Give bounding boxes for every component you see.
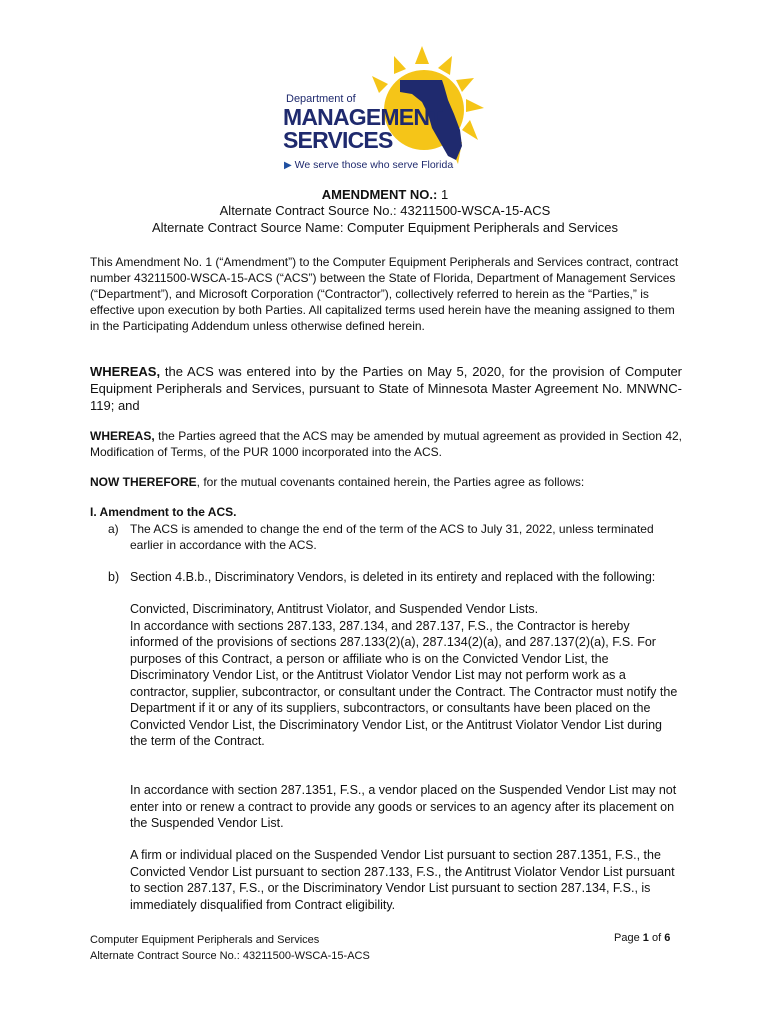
footer-contract-number: Alternate Contract Source No.: 43211500-WSCA-15-ACS [90,950,370,962]
now-therefore-label: NOW THEREFORE [90,475,197,489]
amendment-number [0,187,770,202]
whereas-text-2: the Parties agreed that the ACS may be amended by mutual agreement as provided in Section 42, Modification of Terms, of the PUR 1000 incorporated into the ACS. [90,429,682,459]
page-indicator [614,932,670,944]
suspended-vendor-paragraph: In accordance with section 287.1351, F.S., a vendor placed on the Suspended Vendor List may not enter into or renew a contract to provide any goods or services to an agency after its placement on the Suspended Vendor List. [130,783,677,830]
contract-source-name: Alternate Contract Source Name: Computer Equipment Peripherals and Services [151,220,619,235]
logo-department-text: Department of [286,93,356,105]
vendor-lists-text: In accordance with sections 287.133, 287.134, and 287.137, F.S., the Contractor is hereby informed of the provisions of sections 287.133(2)(a), 287.134(2)(a), and 287.137(2)(a), F.S. For purposes of this Contract, a person or affiliate who is on the Convicted Vendor List, the Discriminatory Vendor List, or the Antitrust Violator Vendor List may not perform work as a contractor, supplier, subcontractor, or consultant under the Contract. The Contractor must notify the Department if it or any of its suppliers, subcontractors, or consultants have been placed on the Convicted Vendor List, the Discriminatory Vendor List, or the Antitrust Violator Vendor List during the term of the Contract. [130,618,678,748]
logo-management-text: MANAGEMENT [283,104,443,130]
section-heading: I. Amendment to the ACS. [90,505,237,519]
whereas-paragraph-1 [90,363,682,414]
play-triangle-icon: ▶ [284,160,292,171]
list-marker-a: a) [108,522,119,536]
page-number: 1 [642,932,649,944]
logo-tagline [284,159,453,171]
vendor-lists-paragraph [130,601,678,750]
list-text-b: Section 4.B.b., Discriminatory Vendors, is deleted in its entirety and replaced with the following: [130,570,656,584]
page-of-label: of [651,932,662,944]
page-total: 6 [664,932,671,944]
list-marker-b: b) [108,570,120,584]
list-item-a [108,521,678,553]
list-item-b [108,569,678,586]
now-therefore-paragraph [90,474,682,490]
logo-tagline-text: We serve those who serve Florida [294,159,454,171]
vendor-lists-heading: Convicted, Discriminatory, Antitrust Violator, and Suspended Vendor Lists. [130,602,539,616]
intro-paragraph: This Amendment No. 1 (“Amendment”) to the Computer Equipment Peripherals and Services contract, contract number 43211500-WSCA-15-ACS (“ACS”) between the State of Florida, Department of Management Services (“Department”), and Microsoft Corporation (“Contractor”), collectively referred to herein as the “Parties,” is effective upon execution by both Parties. All capitalized terms used herein have the meaning assigned to them in the Participating Addendum unless otherwise defined herein. [90,255,679,333]
footer-left [90,932,370,964]
now-therefore-text: , for the mutual covenants contained herein, the Parties agree as follows: [196,475,585,489]
logo-services-text: SERVICES [283,127,393,153]
contract-source-number: Alternate Contract Source No.: 43211500-WSCA-15-ACS [219,203,551,218]
amendment-value: 1 [440,187,449,202]
list-text-a: The ACS is amended to change the end of the term of the ACS to July 31, 2022, unless terminated earlier in accordance with the ACS. [130,522,654,552]
disqualification-paragraph: A firm or individual placed on the Suspended Vendor List pursuant to section 287.1351, F.S., the Convicted Vendor List pursuant to section 287.133, F.S., the Antitrust Violator Vendor List pursuant to section 287.137, F.S., or the Discriminatory Vendor List pursuant to section 287.134, F.S., is immediately disqualified from Contract eligibility. [130,848,675,912]
page-label: Page [614,932,640,944]
footer-contract-name: Computer Equipment Peripherals and Services [90,934,320,946]
amendment-label: AMENDMENT NO.: [321,187,438,202]
whereas-label-2: WHEREAS, [90,429,155,443]
whereas-text-1: the ACS was entered into by the Parties on May 5, 2020, for the provision of Computer Equipment Peripherals and Services, pursuant to State of Minnesota Master Agreement No. MNWNC-119; and [90,364,682,413]
dms-logo [282,42,492,176]
whereas-paragraph-2 [90,428,682,460]
whereas-label-1: WHEREAS, [90,364,161,379]
